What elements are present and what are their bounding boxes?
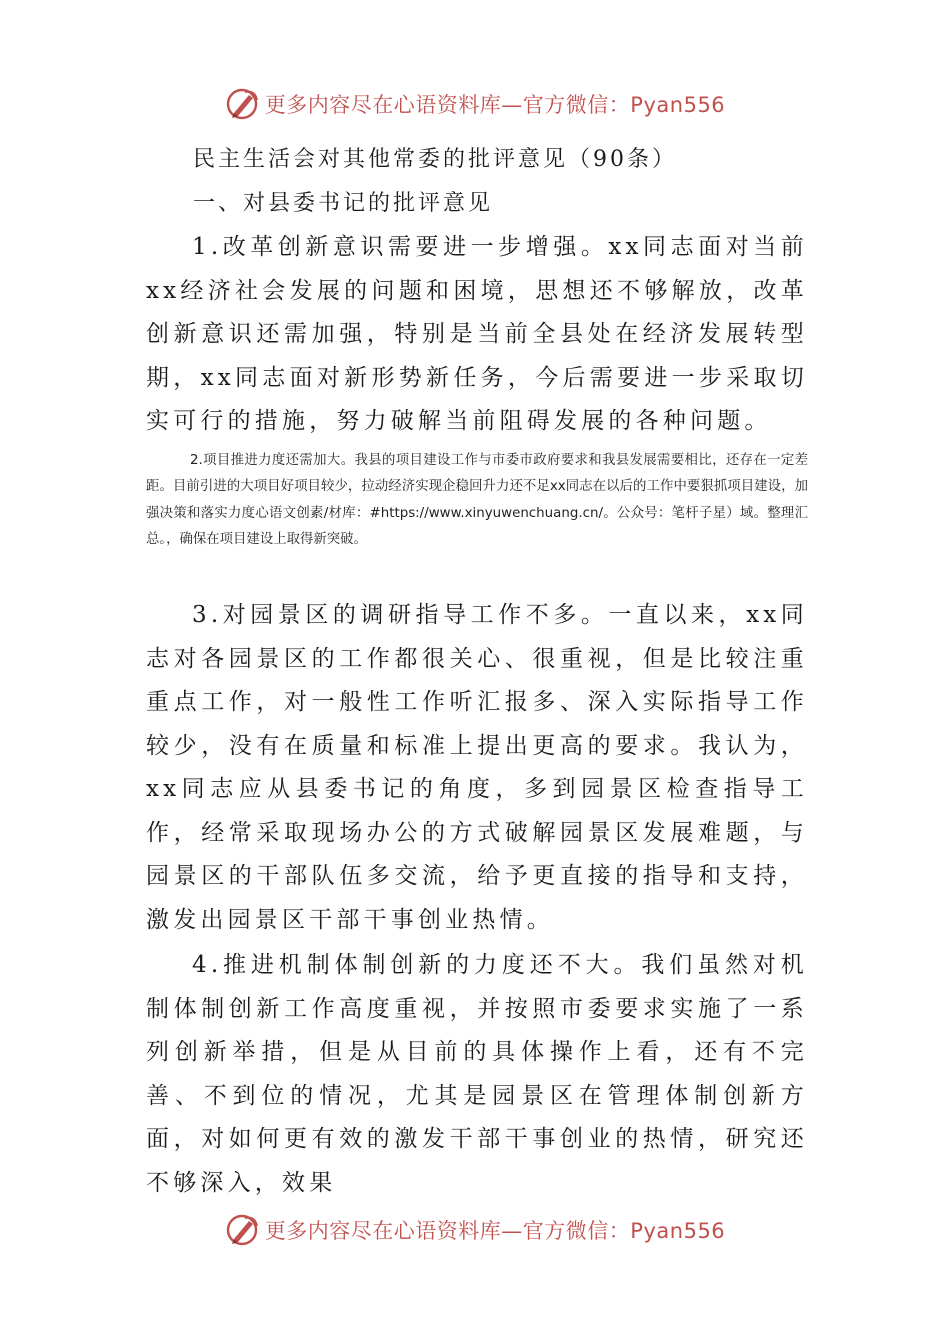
document-title: 民主生活会对其他常委的批评意见（90条）: [193, 147, 677, 172]
header-banner: [0, 82, 950, 126]
banner-text: 更多内容尽在心语资料库—官方微信：Pyan556: [264, 93, 726, 117]
paragraph-1: 1.改革创新意识需要进一步增强。xx同志面对当前xx经济社会发展的问题和困境，思想还不够解放，改革创新意识还需加强，特别是当前全县处在经济发展转型期，xx同志面对新形势新任务，今后需要进一步采取切实可行的措施，努力破解当前阻碍发展的各种问题。: [146, 234, 808, 434]
banner-text: 更多内容尽在心语资料库—官方微信：Pyan556: [264, 1219, 726, 1243]
paragraph-3: 3.对园景区的调研指导工作不多。一直以来，xx同志对各园景区的工作都很关心、很重视，但是比较注重重点工作，对一般性工作听汇报多、深入实际指导工作较少，没有在质量和标准上提出更高的要求。我认为，xx同志应从县委书记的角度，多到园景区检查指导工作，经常采取现场办公的方式破解园景区发展难题，与园景区的干部队伍多交流，给予更直接的指导和支持，激发出园景区干部干事创业热情。: [146, 602, 808, 933]
section-heading: 一、对县委书记的批评意见: [193, 191, 494, 216]
footer-banner: [0, 1208, 950, 1252]
pen-logo-icon: [225, 86, 261, 122]
paragraph-4: 4.推进机制体制创新的力度还不大。我们虽然对机制体制创新工作高度重视，并按照市委要求实施了一系列创新举措，但是从目前的具体操作上看，还有不完善、不到位的情况，尤其是园景区在管理体制创新方面，对如何更有效的激发干部干事创业的热情，研究还不够深入，效果: [146, 952, 808, 1196]
paragraph-2: 2.项目推进力度还需加大。我县的项目建设工作与市委市政府要求和我县发展需要相比，还存在一定差距。目前引进的大项目好项目较少，拉动经济实现企稳回升力还不足xx同志在以后的工作中要狠抓项目建设，加强决策和落实力度心语文创素/材库：#https://www.xinyuwenchuang.cn/。公众号：笔杆子星）域。整理汇总。，确保在项目建设上取得新突破。: [146, 453, 808, 548]
pen-logo-icon: [225, 1212, 261, 1248]
